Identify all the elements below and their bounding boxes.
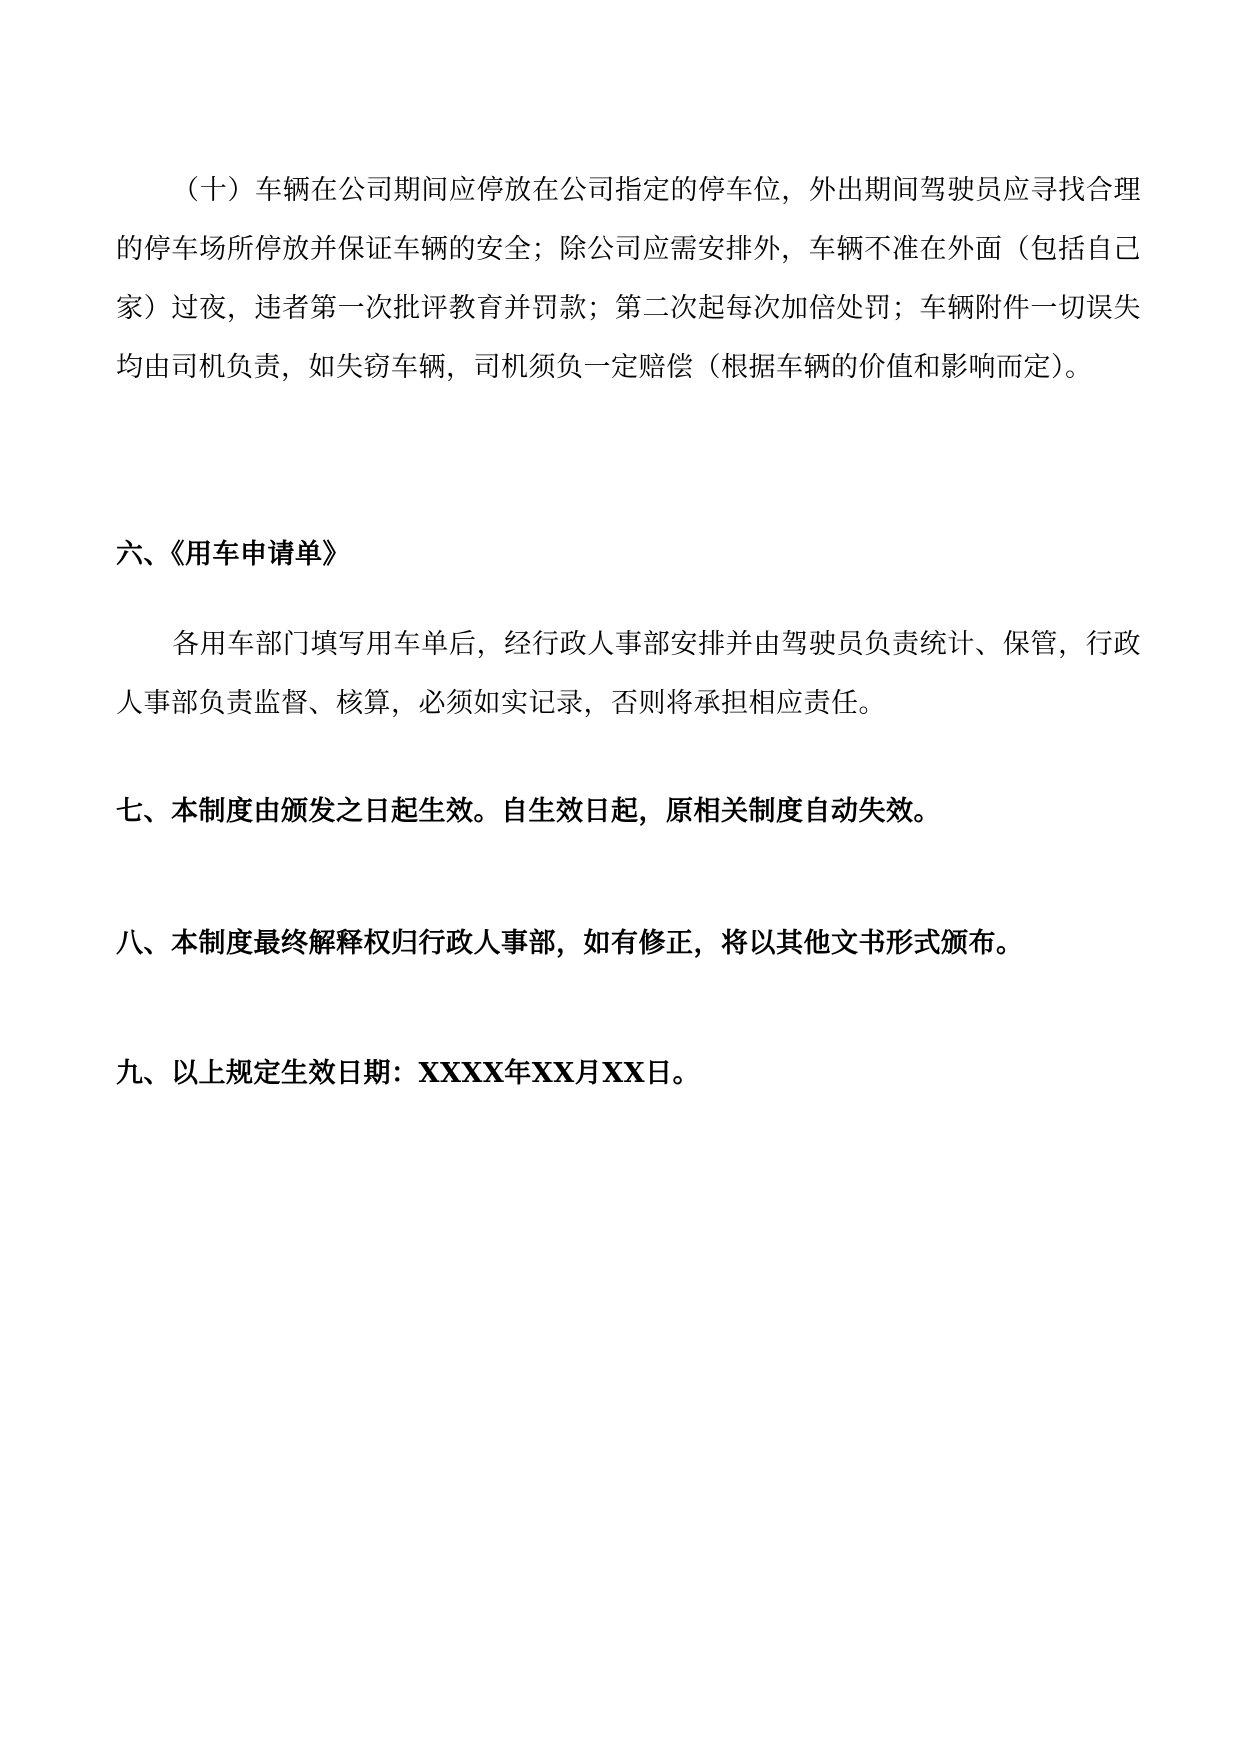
section-nine-heading: 九、以上规定生效日期：XXXX年XX月XX日。 xyxy=(116,1058,701,1089)
section-six-body: 各用车部门填写用车单后，经行政人事部安排并由驾驶员负责统计、保管，行政人事部负责监督、核算，必须如实记录，否则将承担相应责任。 xyxy=(116,629,1141,719)
section-seven-heading: 七、本制度由颁发之日起生效。自生效日起，原相关制度自动失效。 xyxy=(116,796,941,827)
item-ten-paragraph: （十）车辆在公司期间应停放在公司指定的停车位，外出期间驾驶员应寻找合理的停车场所停放并保证车辆的安全；除公司应需安排外，车辆不准在外面（包括自己家）过夜，违者第一次批评教育并罚款；第二次起每次加倍处罚；车辆附件一切误失均由司机负责，如失窃车辆，司机须负一定赔偿（根据车辆的价值和影响而定）。 xyxy=(116,175,1141,383)
section-eight-heading: 八、本制度最终解释权归行政人事部，如有修正，将以其他文书形式颁布。 xyxy=(116,928,1024,959)
section-six-heading: 六、《用车申请单》 xyxy=(116,539,350,570)
